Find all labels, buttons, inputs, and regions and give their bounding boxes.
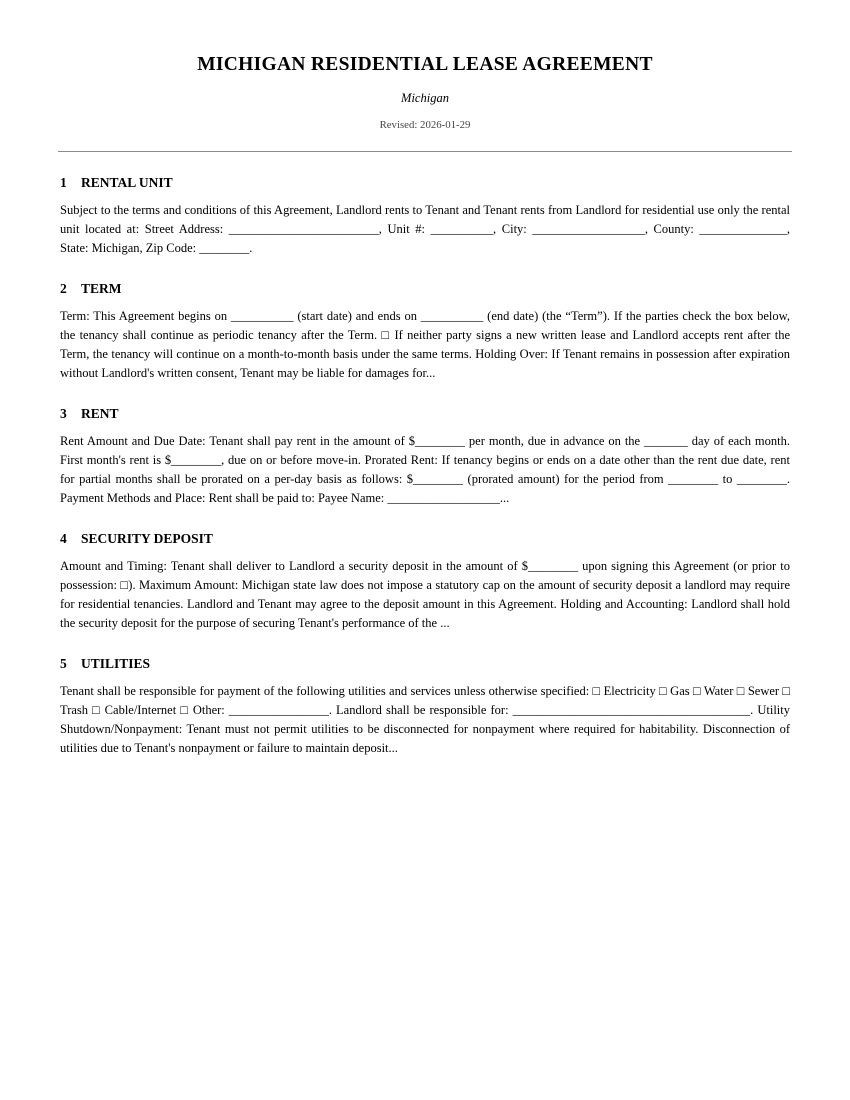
document-title: MICHIGAN RESIDENTIAL LEASE AGREEMENT — [197, 54, 653, 75]
section-number: 1 — [60, 175, 67, 190]
section-number: 4 — [60, 531, 67, 546]
document-revised-date: Revised: 2026-01-29 — [379, 119, 471, 131]
section-heading-security-deposit — [60, 531, 790, 547]
section-title: RENTAL UNIT — [81, 175, 173, 190]
section-body-utilities: Tenant shall be responsible for payment of the following utilities and services unless otherwise specified: □ Electricity □ Gas □ Water □ Sewer □ Trash □ Cable/Internet □ Other: ________________. Landlord shall be responsible for: ______________________________________. Utility Shutdown/Nonpayment: Tenant must not permit utilities to be disconnected for nonpayment where required for habitability. Disconnection of utilities due to Tenant's nonpayment or failure to maintain deposit... — [60, 684, 790, 755]
section-heading-rental-unit — [60, 175, 790, 191]
section-rent — [60, 406, 790, 508]
section-security-deposit — [60, 531, 790, 633]
section-utilities — [60, 656, 790, 758]
section-title: SECURITY DEPOSIT — [81, 531, 213, 546]
section-heading-utilities — [60, 656, 790, 672]
section-body-term: Term: This Agreement begins on __________ (start date) and ends on __________ (end date) (the “Term”). If the parties check the box below, the tenancy shall continue as periodic tenancy after the Term. □ If neither party signs a new written lease and Landlord accepts rent after the Term, the tenancy will continue on a month-to-month basis under the same terms. Holding Over: If Tenant remains in possession after expiration without Landlord's written consent, Tenant may be liable for damages for... — [60, 309, 790, 380]
section-body-security-deposit: Amount and Timing: Tenant shall deliver to Landlord a security deposit in the amount of $________ upon signing this Agreement (or prior to possession: □). Maximum Amount: Michigan state law does not impose a statutory cap on the amount of security deposit a landlord may require for residential tenancies. Landlord and Tenant may agree to the deposit amount in this Agreement. Holding and Accounting: Landlord shall hold the security deposit for the purpose of securing Tenant's performance of the ... — [60, 559, 790, 630]
header-divider — [58, 151, 792, 152]
section-title: RENT — [81, 406, 119, 421]
section-body-rental-unit: Subject to the terms and conditions of this Agreement, Landlord rents to Tenant and Tenant rents from Landlord for residential use only the rental unit located at: Street Address: ________________________, Unit #: __________, City: __________________, County: ______________, State: Michigan, Zip Code: ________. — [60, 203, 790, 255]
section-title: TERM — [81, 281, 122, 296]
section-rental-unit — [60, 175, 790, 258]
document-subtitle: Michigan — [401, 91, 449, 105]
section-heading-term — [60, 281, 790, 297]
section-number: 5 — [60, 656, 67, 671]
section-title: UTILITIES — [81, 656, 151, 671]
section-body-rent: Rent Amount and Due Date: Tenant shall pay rent in the amount of $________ per month, due in advance on the _______ day of each month. First month's rent is $________, due on or before move-in. Prorated Rent: If tenancy begins or ends on a date other than the rent due date, rent for partial months shall be prorated on a per-day basis as follows: $________ (prorated amount) for the period from ________ to ________. Payment Methods and Place: Rent shall be paid to: Payee Name: __________________... — [60, 434, 790, 505]
section-term — [60, 281, 790, 383]
section-heading-rent — [60, 406, 790, 422]
section-number: 3 — [60, 406, 67, 421]
section-number: 2 — [60, 281, 67, 296]
